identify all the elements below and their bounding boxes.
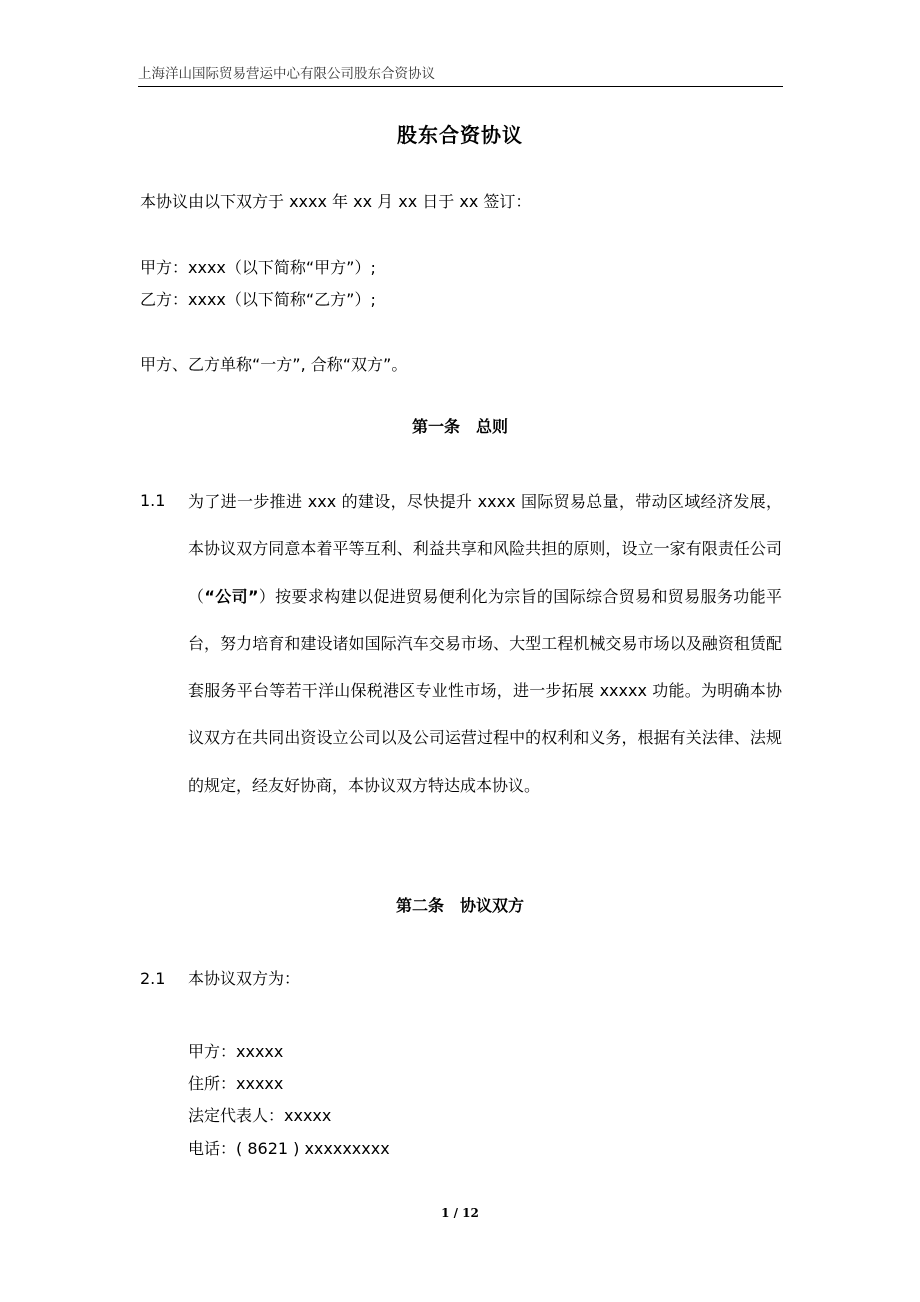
collective-line: 甲方、乙方单称“一方”, 合称“双方”。	[140, 355, 408, 374]
page-header: 上海洋山国际贸易营运中心有限公司股东合资协议	[138, 64, 783, 87]
party-b-line: 乙方：xxxx（以下简称“乙方”）;	[140, 290, 376, 309]
party-a-address: 住所：xxxxx	[188, 1074, 284, 1093]
clause-1-1-text-part1: 为了进一步推进 xxx 的建设，尽快提升 xxxx 国际贸易总量，带动区域经济发展，本协议双方同意本着平等互利、利益共享和风险共担的原则，设立一家有限责任公司（	[188, 492, 782, 606]
clause-2-1-text: 本协议双方为：	[188, 969, 301, 988]
article-2-heading: 第二条 协议双方	[395, 896, 524, 915]
party-a-name: 甲方：xxxxx	[188, 1042, 284, 1061]
page-number: 1 / 12	[441, 1206, 479, 1220]
party-a-phone: 电话：( 8621 ) xxxxxxxxx	[188, 1139, 390, 1158]
party-a-line: 甲方：xxxx（以下简称“甲方”）;	[140, 258, 376, 277]
article-1-heading: 第一条 总则	[411, 417, 508, 436]
clause-1-1-number: 1.1	[140, 491, 166, 510]
clause-1-1-text	[188, 478, 782, 809]
clause-1-1-text-part2: ）按要求构建以促进贸易便利化为宗旨的国际综合贸易和贸易服务功能平台，努力培育和建设诸如国际汽车交易市场、大型工程机械交易市场以及融资租赁配套服务平台等若干洋山保税港区专业性市场，进一步拓展 xxxxx 功能。为明确本协议双方在共同出资设立公司以及公司运营过程中的权利和义务，根据有关法律、法规的规定，经友好协商，本协议双方特达成本协议。	[188, 586, 782, 795]
clause-2-1-number: 2.1	[140, 969, 166, 988]
company-quoted-term: “公司”	[204, 586, 259, 606]
party-a-legal-rep: 法定代表人：xxxxx	[188, 1106, 332, 1125]
document-title: 股东合资协议	[397, 123, 523, 147]
intro-line: 本协议由以下双方于 xxxx 年 xx 月 xx 日于 xx 签订：	[140, 192, 532, 211]
